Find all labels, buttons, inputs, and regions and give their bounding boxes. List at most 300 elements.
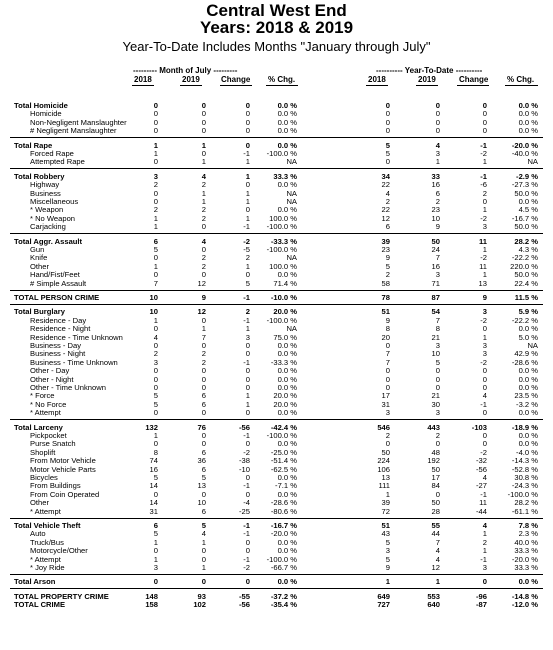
cell-month-2019: 0 [201,439,206,449]
row-label: Business - Night [30,349,86,359]
col-header-2019: 2019 [182,75,200,84]
cell-month-pct-change: 0.0 % [277,408,297,418]
cell-month-pct-change: 0.0 % [277,101,297,110]
row-label: Knife [30,253,48,263]
cell-ytd-2019: 71 [431,278,440,288]
section-divider [10,518,543,519]
cell-month-change: -56 [239,600,250,610]
cell-ytd-2019: 16 [431,180,440,190]
cell-month-change: 0 [245,546,250,556]
cell-month-2018: 8 [153,447,158,457]
cell-ytd-change: 1 [482,546,487,556]
row-label: * Joy Ride [30,563,65,572]
row-label: Residence - Day [30,315,87,325]
cell-ytd-2018: 0 [385,157,390,167]
cell-ytd-2019: 10 [431,213,440,223]
cell-month-change: 0 [245,439,250,449]
cell-ytd-change: 0 [482,374,487,384]
cell-month-change: 1 [245,213,250,223]
cell-ytd-2018: 58 [381,278,390,288]
table-row [0,507,553,516]
cell-month-2019: 1 [201,197,206,206]
cell-ytd-2019: 54 [431,307,440,317]
cell-month-2018: 158 [145,600,158,610]
cell-ytd-pct-change: -14.3 % [511,456,538,466]
cell-month-pct-change: NA [286,157,297,167]
cell-ytd-change: 0 [482,117,487,127]
cell-month-pct-change: 100.0 % [269,213,297,223]
cell-month-2018: 2 [153,205,158,215]
cell-month-2018: 0 [153,117,158,127]
cell-month-change: 1 [245,197,250,206]
cell-month-2018: 5 [153,245,158,254]
group-ytd-header: ---------- Year-To-Date ---------- [376,66,483,75]
row-label: Miscellaneous [30,197,79,206]
cell-ytd-2019: 55 [431,521,440,530]
cell-ytd-2018: 1 [385,577,390,587]
cell-ytd-change: 1 [482,205,487,215]
cell-ytd-2019: 0 [435,489,440,499]
col-header-2018: 2018 [134,75,152,84]
cell-month-2018: 1 [153,261,158,271]
cell-month-2019: 2 [201,357,206,367]
section-divider [10,574,543,575]
cell-ytd-pct-change: 28.2 % [514,498,538,508]
row-label: Business - Time Unknown [30,357,118,367]
cell-month-change: 1 [245,399,250,409]
cell-month-2019: 2 [201,261,206,271]
cell-ytd-pct-change: 0.0 % [518,374,538,384]
cell-ytd-2018: 0 [385,341,390,350]
cell-month-pct-change: NA [286,197,297,206]
cell-month-pct-change: -51.4 % [270,456,297,466]
cell-month-change: -1 [243,149,250,158]
cell-month-2019: 4 [201,236,206,246]
cell-ytd-2018: 6 [385,222,390,232]
cell-ytd-2019: 443 [427,422,440,432]
row-label: Pickpocket [30,431,67,440]
cell-ytd-2019: 4 [435,554,440,564]
cell-month-2018: 6 [153,521,158,530]
cell-ytd-2019: 3 [435,341,440,350]
cell-ytd-2018: 0 [385,109,390,119]
cell-month-pct-change: NA [286,188,297,198]
cell-month-pct-change: -7.1 % [275,481,297,491]
cell-month-2019: 12 [197,307,206,317]
row-label: From Coin Operated [30,489,100,499]
cell-month-2018: 0 [153,101,158,110]
cell-ytd-pct-change: 50.0 % [514,270,538,280]
cell-ytd-2018: 2 [385,431,390,440]
cell-ytd-2018: 727 [377,600,390,610]
cell-month-change: 3 [245,332,250,342]
cell-ytd-2019: 50 [431,464,440,474]
row-label: Other [30,498,49,508]
total-row [0,600,553,609]
cell-month-2018: 0 [153,366,158,376]
cell-ytd-2018: 0 [385,439,390,449]
cell-month-change: -38 [239,456,250,466]
cell-month-pct-change: 0.0 % [277,383,297,392]
cell-ytd-2019: 23 [431,205,440,215]
cell-ytd-pct-change: -3.2 % [516,399,538,409]
row-label: * Attempt [30,408,61,418]
row-label: Highway [30,180,60,190]
category-total-row [0,577,553,586]
cell-ytd-2018: 39 [381,498,390,508]
table-row [0,279,553,288]
row-label: Carjacking [30,222,66,232]
cell-ytd-2019: 0 [435,117,440,127]
cell-month-change: -1 [243,315,250,325]
cell-ytd-2018: 0 [385,101,390,110]
cell-month-2018: 5 [153,391,158,401]
row-label: Business [30,188,61,198]
cell-month-pct-change: 71.4 % [273,278,297,288]
cell-month-change: 0 [245,366,250,376]
row-label: Total Aggr. Assault [14,236,83,246]
cell-month-pct-change: 20.0 % [273,307,297,317]
row-label: Motorcycle/Other [30,546,88,556]
cell-ytd-2018: 9 [385,563,390,572]
cell-month-2018: 0 [153,489,158,499]
cell-ytd-2019: 44 [431,529,440,539]
cell-ytd-2018: 13 [381,473,390,482]
row-label: * No Weapon [30,213,76,223]
cell-ytd-pct-change: 0.0 % [518,366,538,376]
cell-month-2018: 1 [153,315,158,325]
cell-month-change: 0 [245,489,250,499]
cell-ytd-2019: 2 [435,431,440,440]
cell-ytd-2019: 10 [431,349,440,359]
cell-month-2018: 5 [153,473,158,482]
cell-month-pct-change: 0.0 % [277,117,297,127]
cell-ytd-pct-change: 0.0 % [518,197,538,206]
cell-month-pct-change: NA [286,253,297,263]
cell-ytd-change: 9 [482,293,487,302]
cell-month-change: 1 [245,188,250,198]
cell-ytd-change: -32 [476,456,487,466]
cell-month-pct-change: -35.4 % [270,600,297,610]
cell-month-pct-change: 0.0 % [277,489,297,499]
cell-month-2019: 6 [201,399,206,409]
cell-month-2019: 1 [201,140,206,150]
cell-month-2019: 1 [201,537,206,547]
cell-ytd-2019: 21 [431,391,440,401]
cell-month-change: -4 [243,498,250,508]
cell-month-change: 0 [245,126,250,136]
cell-month-2018: 74 [149,456,158,466]
row-label: From Buildings [30,481,81,491]
cell-month-2018: 0 [153,126,158,136]
cell-month-2019: 2 [201,205,206,215]
row-label: Bicycles [30,473,58,482]
cell-month-pct-change: 0.0 % [277,140,297,150]
row-label: Other [30,261,49,271]
row-label: * Weapon [30,205,64,215]
cell-month-change: 0 [245,101,250,110]
cell-month-2018: 132 [145,422,158,432]
row-label: Total Larceny [14,422,63,432]
cell-ytd-2018: 649 [377,591,390,601]
cell-month-pct-change: -42.4 % [270,422,297,432]
cell-ytd-pct-change: -2.9 % [516,171,538,181]
cell-ytd-change: 3 [482,563,487,572]
col-header-pct-change: % Chg. [268,75,296,84]
cell-ytd-2018: 22 [381,180,390,190]
cell-month-2018: 0 [153,546,158,556]
cell-ytd-change: 11 [479,498,487,508]
cell-month-change: 1 [245,261,250,271]
cell-month-2019: 0 [201,222,206,232]
row-label: Purse Snatch [30,439,76,449]
cell-month-2018: 3 [153,171,158,181]
cell-ytd-pct-change: 0.0 % [518,439,538,449]
cell-month-2019: 0 [201,149,206,158]
cell-month-change: 0 [245,341,250,350]
cell-month-pct-change: 0.0 % [277,270,297,280]
cell-month-2019: 2 [201,213,206,223]
cell-ytd-2018: 0 [385,366,390,376]
cell-ytd-2018: 22 [381,205,390,215]
cell-month-change: 5 [245,278,250,288]
cell-ytd-change: 3 [482,341,487,350]
cell-ytd-2018: 2 [385,270,390,280]
cell-ytd-change: -96 [476,591,487,601]
cell-ytd-2018: 2 [385,197,390,206]
cell-month-2018: 0 [153,324,158,334]
cell-month-pct-change: -66.7 % [270,563,297,572]
cell-ytd-change: -56 [476,464,487,474]
cell-ytd-2019: 7 [435,253,440,263]
cell-month-change: 0 [245,577,250,587]
cell-ytd-pct-change: 0.0 % [518,431,538,440]
row-label: Other - Day [30,366,70,376]
cell-month-change: 0 [245,374,250,384]
row-label: Shoplift [30,447,56,457]
cell-month-pct-change: -20.0 % [270,529,297,539]
cell-ytd-change: -2 [480,315,487,325]
cell-month-2019: 0 [201,554,206,564]
cell-month-2018: 148 [145,591,158,601]
cell-month-change: -2 [243,447,250,457]
col-header-ytd-pct-change: % Chg. [507,75,535,84]
row-label: Other - Night [30,374,74,384]
cell-month-change: 0 [245,408,250,418]
cell-month-pct-change: -16.7 % [270,521,297,530]
cell-ytd-2019: 6 [435,188,440,198]
row-label: From Motor Vehicle [30,456,96,466]
cell-month-2019: 10 [197,498,206,508]
cell-ytd-pct-change: -4.0 % [516,447,538,457]
cell-month-2019: 0 [201,245,206,254]
cell-ytd-change: 4 [482,473,487,482]
group-month-header: --------- Month of July --------- [133,66,238,75]
cell-month-pct-change: 0.0 % [277,349,297,359]
cell-ytd-2019: 0 [435,109,440,119]
row-label: Other - Time Unknown [30,383,106,392]
table-row [0,157,553,166]
cell-ytd-pct-change: -100.0 % [507,489,538,499]
cell-ytd-pct-change: 0.0 % [518,577,538,587]
cell-ytd-change: 4 [482,391,487,401]
cell-ytd-change: -44 [476,506,487,516]
col-header-ytd-2018: 2018 [368,75,386,84]
cell-month-2018: 1 [153,149,158,158]
cell-ytd-2019: 33 [431,171,440,181]
cell-ytd-pct-change: 50.0 % [514,222,538,232]
cell-month-pct-change: 0.0 % [277,577,297,587]
cell-month-2019: 12 [197,278,206,288]
cell-ytd-pct-change: 0.0 % [518,109,538,119]
cell-ytd-pct-change: 33.3 % [514,563,538,572]
cell-ytd-pct-change: 23.5 % [514,391,538,401]
cell-ytd-2019: 21 [431,332,440,342]
cell-ytd-2019: 4 [435,546,440,556]
cell-ytd-pct-change: NA [527,157,538,167]
cell-ytd-change: 0 [482,431,487,440]
cell-month-2018: 6 [153,236,158,246]
row-label: Motor Vehicle Parts [30,464,96,474]
cell-ytd-change: 4 [482,521,487,530]
cell-ytd-pct-change: 0.0 % [518,101,538,110]
cell-ytd-2018: 34 [381,171,390,181]
cell-month-2019: 0 [201,431,206,440]
cell-ytd-2018: 23 [381,245,390,254]
cell-ytd-2019: 30 [431,399,440,409]
cell-month-2019: 36 [197,456,206,466]
cell-month-change: 0 [245,473,250,482]
cell-month-pct-change: -100.0 % [266,554,297,564]
cell-ytd-2018: 0 [385,126,390,136]
cell-ytd-2018: 5 [385,149,390,158]
cell-month-2018: 1 [153,537,158,547]
cell-month-pct-change: 0.0 % [277,537,297,547]
cell-month-change: -1 [243,554,250,564]
row-label: Total Arson [14,577,56,587]
row-label: # Negligent Manslaughter [30,126,117,136]
cell-ytd-pct-change: -14.8 % [511,591,538,601]
cell-month-2019: 0 [201,270,206,280]
cell-ytd-2019: 28 [431,506,440,516]
row-label: # Simple Assault [30,278,87,288]
cell-month-change: 1 [245,157,250,167]
cell-ytd-change: -27 [476,481,487,491]
cell-ytd-pct-change: 28.2 % [514,236,538,246]
cell-ytd-change: 2 [482,537,487,547]
cell-ytd-change: 0 [482,577,487,587]
cell-month-change: 1 [245,171,250,181]
cell-month-2018: 0 [153,188,158,198]
cell-month-2019: 1 [201,157,206,167]
cell-ytd-2018: 12 [381,213,390,223]
cell-ytd-2019: 0 [435,126,440,136]
cell-ytd-pct-change: 4.5 % [518,205,538,215]
cell-ytd-2019: 3 [435,408,440,418]
cell-month-2018: 16 [149,464,158,474]
col-header-ytd-2019: 2019 [418,75,436,84]
cell-ytd-2018: 5 [385,537,390,547]
cell-ytd-2018: 20 [381,332,390,342]
row-label: Gun [30,245,45,254]
section-divider [10,588,543,589]
table-row [0,126,553,135]
table-row [0,563,553,572]
cell-ytd-2018: 51 [381,307,390,317]
row-label: * Attempt [30,506,61,516]
cell-month-2019: 6 [201,447,206,457]
cell-month-pct-change: -28.6 % [270,498,297,508]
cell-ytd-2019: 17 [431,473,440,482]
cell-ytd-change: -1 [480,399,487,409]
cell-month-pct-change: -100.0 % [266,222,297,232]
row-label: * Attempt [30,554,61,564]
cell-month-pct-change: 0.0 % [277,109,297,119]
cell-ytd-2019: 2 [435,197,440,206]
cell-ytd-change: 11 [478,236,487,246]
cell-ytd-2018: 0 [385,383,390,392]
row-label: Residence - Time Unknown [30,332,123,342]
row-label: TOTAL PROPERTY CRIME [14,591,109,601]
cell-month-2018: 0 [153,577,158,587]
cell-month-2019: 2 [201,349,206,359]
cell-ytd-change: 0 [482,101,487,110]
cell-ytd-2019: 640 [427,600,440,610]
cell-month-2019: 13 [197,481,206,491]
cell-month-pct-change: 0.0 % [277,205,297,215]
cell-month-2018: 1 [153,554,158,564]
row-label: Forced Rape [30,149,74,158]
cell-month-2019: 1 [201,188,206,198]
cell-month-2018: 14 [149,498,158,508]
cell-month-pct-change: -10.0 % [270,293,297,302]
cell-ytd-pct-change: 22.4 % [514,278,538,288]
cell-ytd-2019: 1 [435,157,440,167]
cell-ytd-2018: 43 [381,529,390,539]
cell-ytd-2018: 5 [385,261,390,271]
row-label: * No Force [30,399,67,409]
cell-month-2018: 5 [153,399,158,409]
cell-ytd-pct-change: 11.5 % [514,293,538,302]
cell-month-pct-change: -100.0 % [266,245,297,254]
cell-month-change: -25 [239,506,250,516]
cell-ytd-2019: 7 [435,315,440,325]
cell-ytd-pct-change: 4.3 % [518,245,538,254]
cell-month-2018: 4 [153,332,158,342]
report-subtitle: Year-To-Date Includes Months "January through July" [122,39,431,54]
cell-ytd-2019: 192 [427,456,440,466]
cell-month-change: -55 [239,591,250,601]
cell-ytd-change: -2 [480,253,487,263]
cell-month-2019: 6 [201,391,206,401]
cell-month-pct-change: 33.3 % [273,171,297,181]
cell-ytd-change: -103 [471,422,487,432]
cell-month-2018: 31 [149,506,158,516]
row-label: TOTAL PERSON CRIME [14,293,100,302]
col-header-change: Change [221,75,251,84]
cell-month-2019: 6 [201,464,206,474]
cell-month-2019: 93 [197,591,206,601]
row-label: Total Vehicle Theft [14,521,81,530]
cell-month-2018: 7 [153,278,158,288]
table-row [0,222,553,231]
cell-ytd-pct-change: -18.9 % [511,422,538,432]
cell-month-2019: 2 [201,180,206,190]
cell-ytd-pct-change: -27.3 % [511,180,538,190]
cell-month-pct-change: 20.0 % [273,391,297,401]
cell-ytd-2018: 111 [378,481,390,491]
cell-month-2019: 0 [201,383,206,392]
